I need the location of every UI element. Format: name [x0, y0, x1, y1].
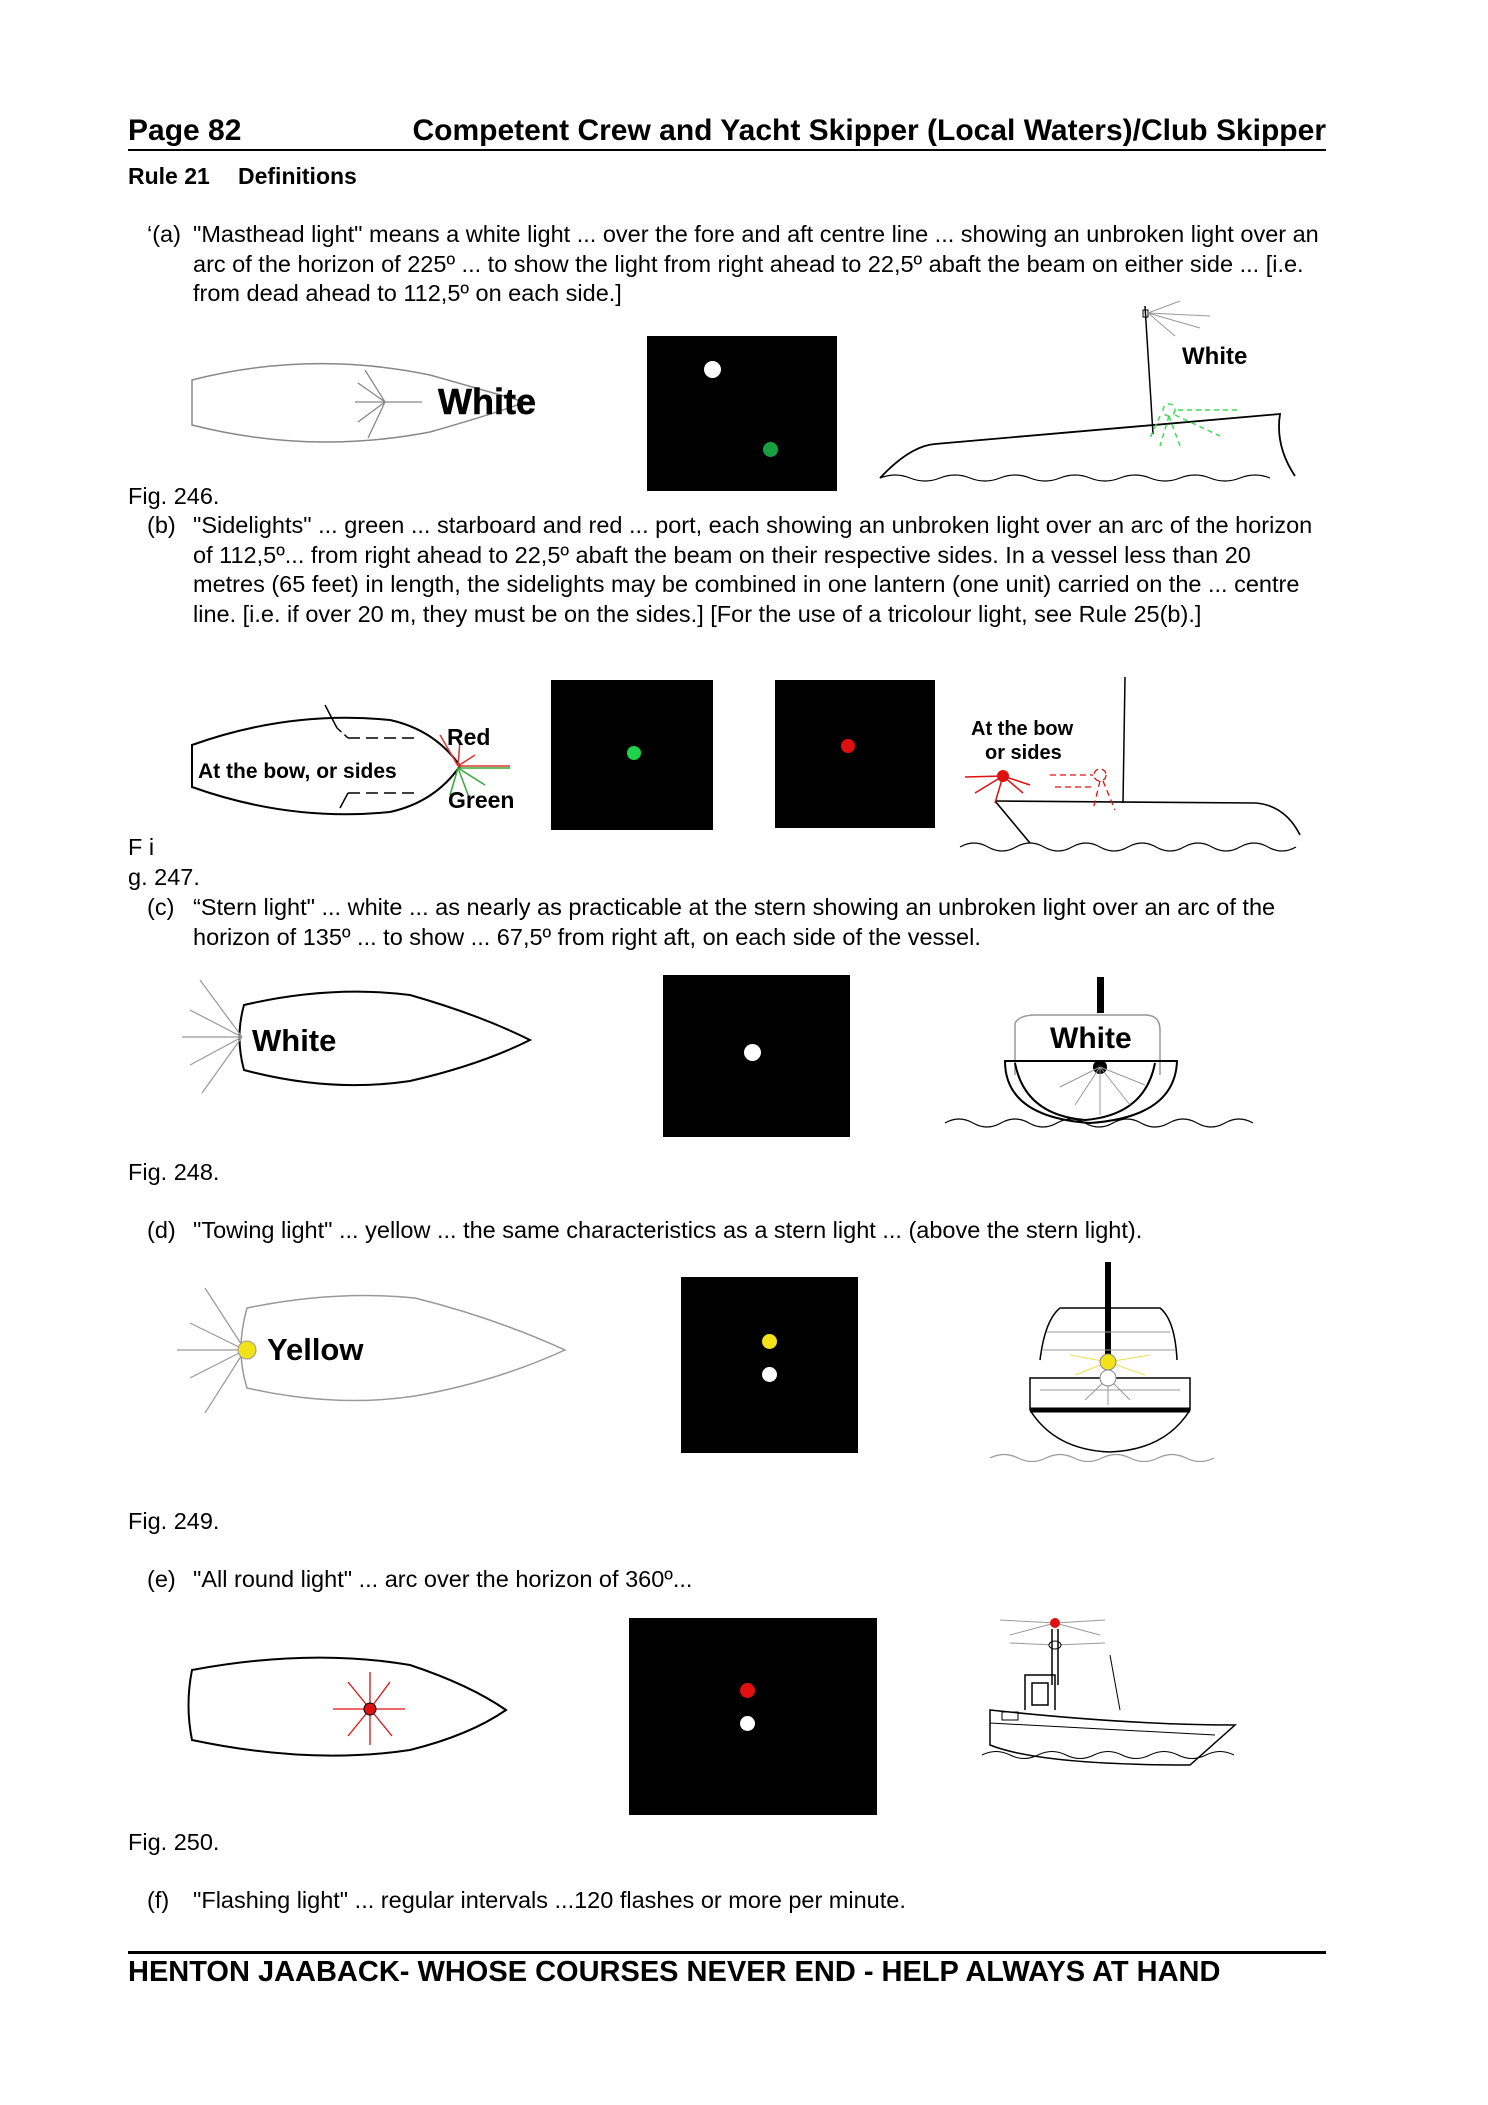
hull [1030, 1378, 1190, 1452]
stern-light [740, 1716, 755, 1731]
fig248-boat-label: White [1050, 1022, 1132, 1055]
water [960, 843, 1296, 851]
section-b-label: (b) [147, 512, 176, 538]
red-rays [965, 776, 1030, 803]
section-d-text: "Towing light" ... yellow ... the same characteristics as a stern light ... (above the stern light). [193, 1217, 1143, 1243]
fig249-boat-stern-view [985, 1260, 1235, 1470]
rule-name: Definitions [238, 163, 357, 189]
page-number: Page 82 [128, 114, 242, 147]
fig249-hull-label: Yellow [267, 1332, 364, 1367]
fig246-boat-side-view [870, 296, 1300, 486]
hull-outline [189, 1658, 507, 1756]
mast [1105, 1262, 1111, 1362]
rigging [1110, 1655, 1120, 1710]
fig249-night-view [681, 1277, 858, 1453]
fig248-hull-diagram [180, 975, 540, 1105]
yellow-towing-light [238, 1341, 256, 1359]
fig247-caption-line2: g. 247. [128, 864, 200, 890]
fig246-hull-diagram [190, 350, 550, 455]
fig247-caption-line1: F i [128, 834, 155, 860]
stern-light [744, 1044, 761, 1061]
header-rule [128, 149, 1326, 151]
water [982, 1752, 1234, 1759]
green-sidelight [627, 746, 641, 760]
red-sidelight [841, 739, 855, 753]
fig246-caption: Fig. 246. [128, 483, 220, 509]
fig247-green-label: Green [448, 787, 515, 813]
section-e-label: (e) [147, 1566, 176, 1592]
section-c [147, 893, 1327, 953]
fig250-caption: Fig. 250. [128, 1829, 220, 1855]
section-e [147, 1565, 1327, 1595]
fig248-boat-stern-view [945, 975, 1235, 1130]
footer-rule [128, 1951, 1326, 1954]
hull-side [880, 414, 1295, 478]
section-a-text: "Masthead light" means a white light ... over the fore and aft centre line ... showing an unbroken light over an arc of the horizon of 225º ... to show the light from right ahead to 22,5º abaft the beam on either side ... [i.e. from dead ahead to 112,5º on each side.] [193, 221, 1319, 306]
section-b [147, 511, 1327, 661]
wheelhouse [1025, 1675, 1055, 1710]
red-dashed-sketch [1050, 769, 1115, 810]
all-round-red-light [740, 1683, 755, 1698]
footer-text: HENTON JAABACK- WHOSE COURSES NEVER END - HELP ALWAYS AT HAND [128, 1956, 1221, 1988]
yellow-towing-light [762, 1334, 777, 1349]
fig248-hull-label: White [252, 1023, 337, 1058]
fig246-hull-label: White [438, 381, 536, 422]
fig247-boat-label-line2: or sides [985, 742, 1062, 764]
page-title: Competent Crew and Yacht Skipper (Local Waters)/Club Skipper [412, 114, 1326, 147]
section-f-text: "Flashing light" ... regular intervals ...120 flashes or more per minute. [193, 1887, 906, 1913]
section-d-label: (d) [147, 1217, 176, 1243]
light-rays [355, 370, 422, 438]
section-c-label: (c) [147, 894, 175, 920]
yellow-towing-light [1100, 1354, 1116, 1370]
mast [1145, 306, 1153, 434]
stern-rays [182, 980, 242, 1093]
hull-bow [995, 801, 1030, 843]
section-f [147, 1886, 1327, 1916]
hull-side [995, 801, 1300, 835]
rule-number: Rule 21 [128, 163, 210, 189]
section-b-text: "Sidelights" ... green ... starboard and red ... port, each showing an unbroken light over an arc of the horizon of 112,5º... from right ahead to 22,5º abaft the beam on their respective sides. In a vessel less than 20 metres (65 feet) in length, the sidelights may be combined in one lantern (one unit) carried on the ... centre line. [i.e. if over 20 m, they must be on the sides.] [For the use of a tricolour light, see Rule 25(b).] [193, 512, 1313, 627]
fig247-boat-side-view [955, 675, 1325, 860]
hull-outer [1005, 1061, 1177, 1123]
fig247-night-view-red [775, 680, 935, 828]
fig250-night-view [629, 1618, 877, 1815]
water [880, 475, 1270, 481]
fig247-hull-diagram [190, 700, 540, 830]
all-round-red-light [1050, 1618, 1060, 1628]
mast [1097, 977, 1104, 1013]
fig246-boat-label: White [1182, 343, 1248, 370]
fig246-night-view [647, 336, 837, 491]
fig249-hull-diagram [175, 1278, 570, 1423]
fig247-night-view-green [551, 680, 713, 830]
fig247-red-label: Red [447, 724, 491, 750]
stern-rays [1060, 1067, 1145, 1115]
hull [990, 1710, 1235, 1765]
fig250-hull-diagram [180, 1640, 510, 1765]
section-d [147, 1216, 1327, 1246]
water [990, 1455, 1214, 1462]
section-c-text: “Stern light" ... white ... as nearly as practicable at the stern showing an unbroken light over an arc of the horizon of 135º ... to show ... 67,5º from right aft, on each side of the vessel. [193, 894, 1276, 950]
masthead-light [704, 361, 721, 378]
all-round-light [364, 1703, 376, 1715]
stern-light [762, 1367, 777, 1382]
mast [1123, 677, 1125, 803]
fig248-night-view [663, 975, 850, 1137]
section-e-text: "All round light" ... arc over the horizon of 360º... [193, 1566, 693, 1592]
fig250-boat-side-view [980, 1615, 1240, 1765]
masthead-rays [1148, 301, 1210, 336]
fig247-boat-label-line1: At the bow [971, 718, 1074, 740]
green-sidelight [763, 442, 778, 457]
fig248-caption: Fig. 248. [128, 1159, 220, 1185]
sidelight-arcs [325, 705, 415, 808]
stern-rays [177, 1288, 245, 1413]
fig249-caption: Fig. 249. [128, 1508, 220, 1534]
stern-light [1100, 1370, 1116, 1386]
stern-light [1049, 1641, 1061, 1649]
section-f-label: (f) [147, 1887, 170, 1913]
fig247-hull-label: At the bow, or sides [198, 760, 397, 783]
section-a-label: ‘(a) [147, 221, 181, 247]
